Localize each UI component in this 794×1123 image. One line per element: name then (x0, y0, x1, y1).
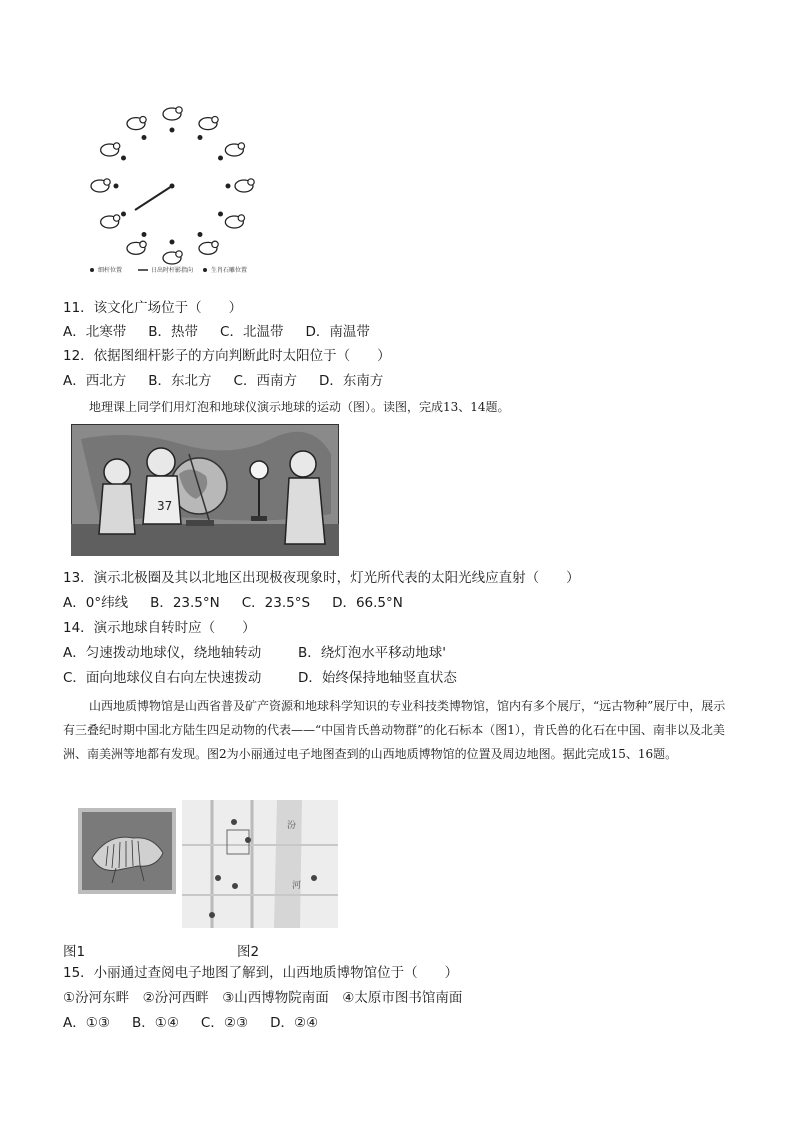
option-c[interactable]: C．北温带 (220, 324, 284, 340)
zodiac-statue-head (140, 241, 146, 247)
option-b[interactable]: B．东北方 (148, 373, 212, 389)
dial-dot (142, 135, 147, 140)
question-13-options (63, 594, 425, 612)
zodiac-dial-svg (80, 92, 280, 282)
dial-dot (226, 184, 231, 189)
zodiac-statue-head (176, 107, 182, 113)
option-d[interactable]: D．②④ (270, 1015, 319, 1031)
river-char-2: 河 (292, 881, 302, 891)
intro-13-14: 地理课上同学们用灯泡和地球仪演示地球的运动（图）。读图，完成13、14题。 (89, 400, 510, 414)
option-a[interactable]: A．匀速拨动地球仪，绕地轴转动 (63, 645, 262, 661)
question-12-options (63, 372, 405, 390)
zodiac-statue-head (238, 215, 244, 221)
question-11-options (63, 323, 392, 341)
dial-dot (218, 156, 223, 161)
zodiac-statue-head (212, 116, 218, 122)
zodiac-statue-head (104, 179, 110, 185)
question-11: 11．该文化广场位于（ ） (63, 300, 243, 316)
question-15-options (63, 1014, 340, 1032)
zodiac-statue-head (176, 251, 182, 257)
option-b[interactable]: B．绕灯泡水平移动地球' (298, 645, 446, 661)
svg-text:37: 37 (157, 499, 173, 513)
option-b[interactable]: B．23.5°N (150, 595, 220, 611)
dial-legend (90, 266, 247, 274)
legend-shadow: 日出时杆影指向 (151, 267, 194, 274)
zodiac-statue-head (248, 179, 254, 185)
question-14-options-row1 (63, 644, 446, 662)
classroom-svg (71, 424, 339, 556)
legend-statue: 生肖石雕位置 (211, 267, 248, 274)
pole-shadow-line (135, 186, 172, 210)
option-d[interactable]: D．东南方 (318, 373, 384, 389)
question-15: 15．小丽通过查阅电子地图了解到，山西地质博物馆位于（ ） (63, 965, 459, 981)
option-d[interactable]: D．南温带 (305, 324, 370, 340)
museum-location-map (182, 800, 338, 928)
zodiac-statue-head (212, 241, 218, 247)
option-c[interactable]: C．面向地球仪自右向左快速拨动 (63, 670, 262, 686)
question-13: 13．演示北极圈及其以北地区出现极夜现象时，灯光所代表的太阳光线应直射（ ） (63, 570, 580, 586)
dial-dot (142, 232, 147, 237)
dial-dot (121, 212, 126, 217)
intro-15-16: 山西地质博物馆是山西省普及矿产资源和地球科学知识的专业科技类博物馆，馆内有多个展厅，“远古物种”展厅中，展示有三叠纪时期中国北方陆生四足动物的代表——“中国肯氏兽动物群”的化石标本（图1），肯氏兽的化石在中国、南非以及北美洲、南美洲等地都有发现。图2为小丽通过电子地图查到的山西地质博物馆的位置及周边地图。据此完成15、16题。 (63, 699, 726, 761)
globe-lamp-illustration (71, 424, 339, 556)
question-14-options-row2 (63, 669, 457, 687)
option-c[interactable]: C．②③ (200, 1015, 249, 1031)
question-14: 14．演示地球自转时应（ ） (63, 620, 256, 636)
question-12: 12．依据图细杆影子的方向判断此时太阳位于（ ） (63, 348, 391, 364)
zodiac-statue-head (113, 215, 119, 221)
figure-2-label: 图2 (237, 944, 260, 960)
dial-dot (198, 232, 203, 237)
zodiac-dial-figure (80, 92, 280, 282)
option-c[interactable]: C．23.5°S (241, 595, 311, 611)
option-d[interactable]: D．始终保持地轴竖直状态 (298, 670, 457, 686)
question-15-statements: ①汾河东畔 ②汾河西畔 ③山西博物院南面 ④太原市图书馆南面 (63, 990, 463, 1006)
option-a[interactable]: A．①③ (63, 1015, 110, 1031)
dial-dot (114, 184, 119, 189)
pole-dot (170, 184, 175, 189)
option-a[interactable]: A．0°纬线 (63, 595, 129, 611)
zodiac-statue-head (238, 143, 244, 149)
legend-pole: 细杆位置 (98, 267, 123, 274)
zodiac-statue-head (113, 143, 119, 149)
figure-1-label: 图1 (63, 944, 86, 960)
option-a[interactable]: A．北寒带 (63, 324, 127, 340)
option-c[interactable]: C．西南方 (233, 373, 297, 389)
dial-dot (170, 240, 175, 245)
option-a[interactable]: A．西北方 (63, 373, 127, 389)
zodiac-statue-head (140, 116, 146, 122)
fossil-photo (78, 808, 176, 894)
river-char-1: 汾 (287, 821, 297, 831)
option-d[interactable]: D．66.5°N (332, 595, 403, 611)
dial-dot (121, 156, 126, 161)
dial-dot (170, 128, 175, 133)
dial-dot (198, 135, 203, 140)
dial-dot (218, 212, 223, 217)
option-b[interactable]: B．热带 (148, 324, 199, 340)
option-b[interactable]: B．①④ (131, 1015, 179, 1031)
